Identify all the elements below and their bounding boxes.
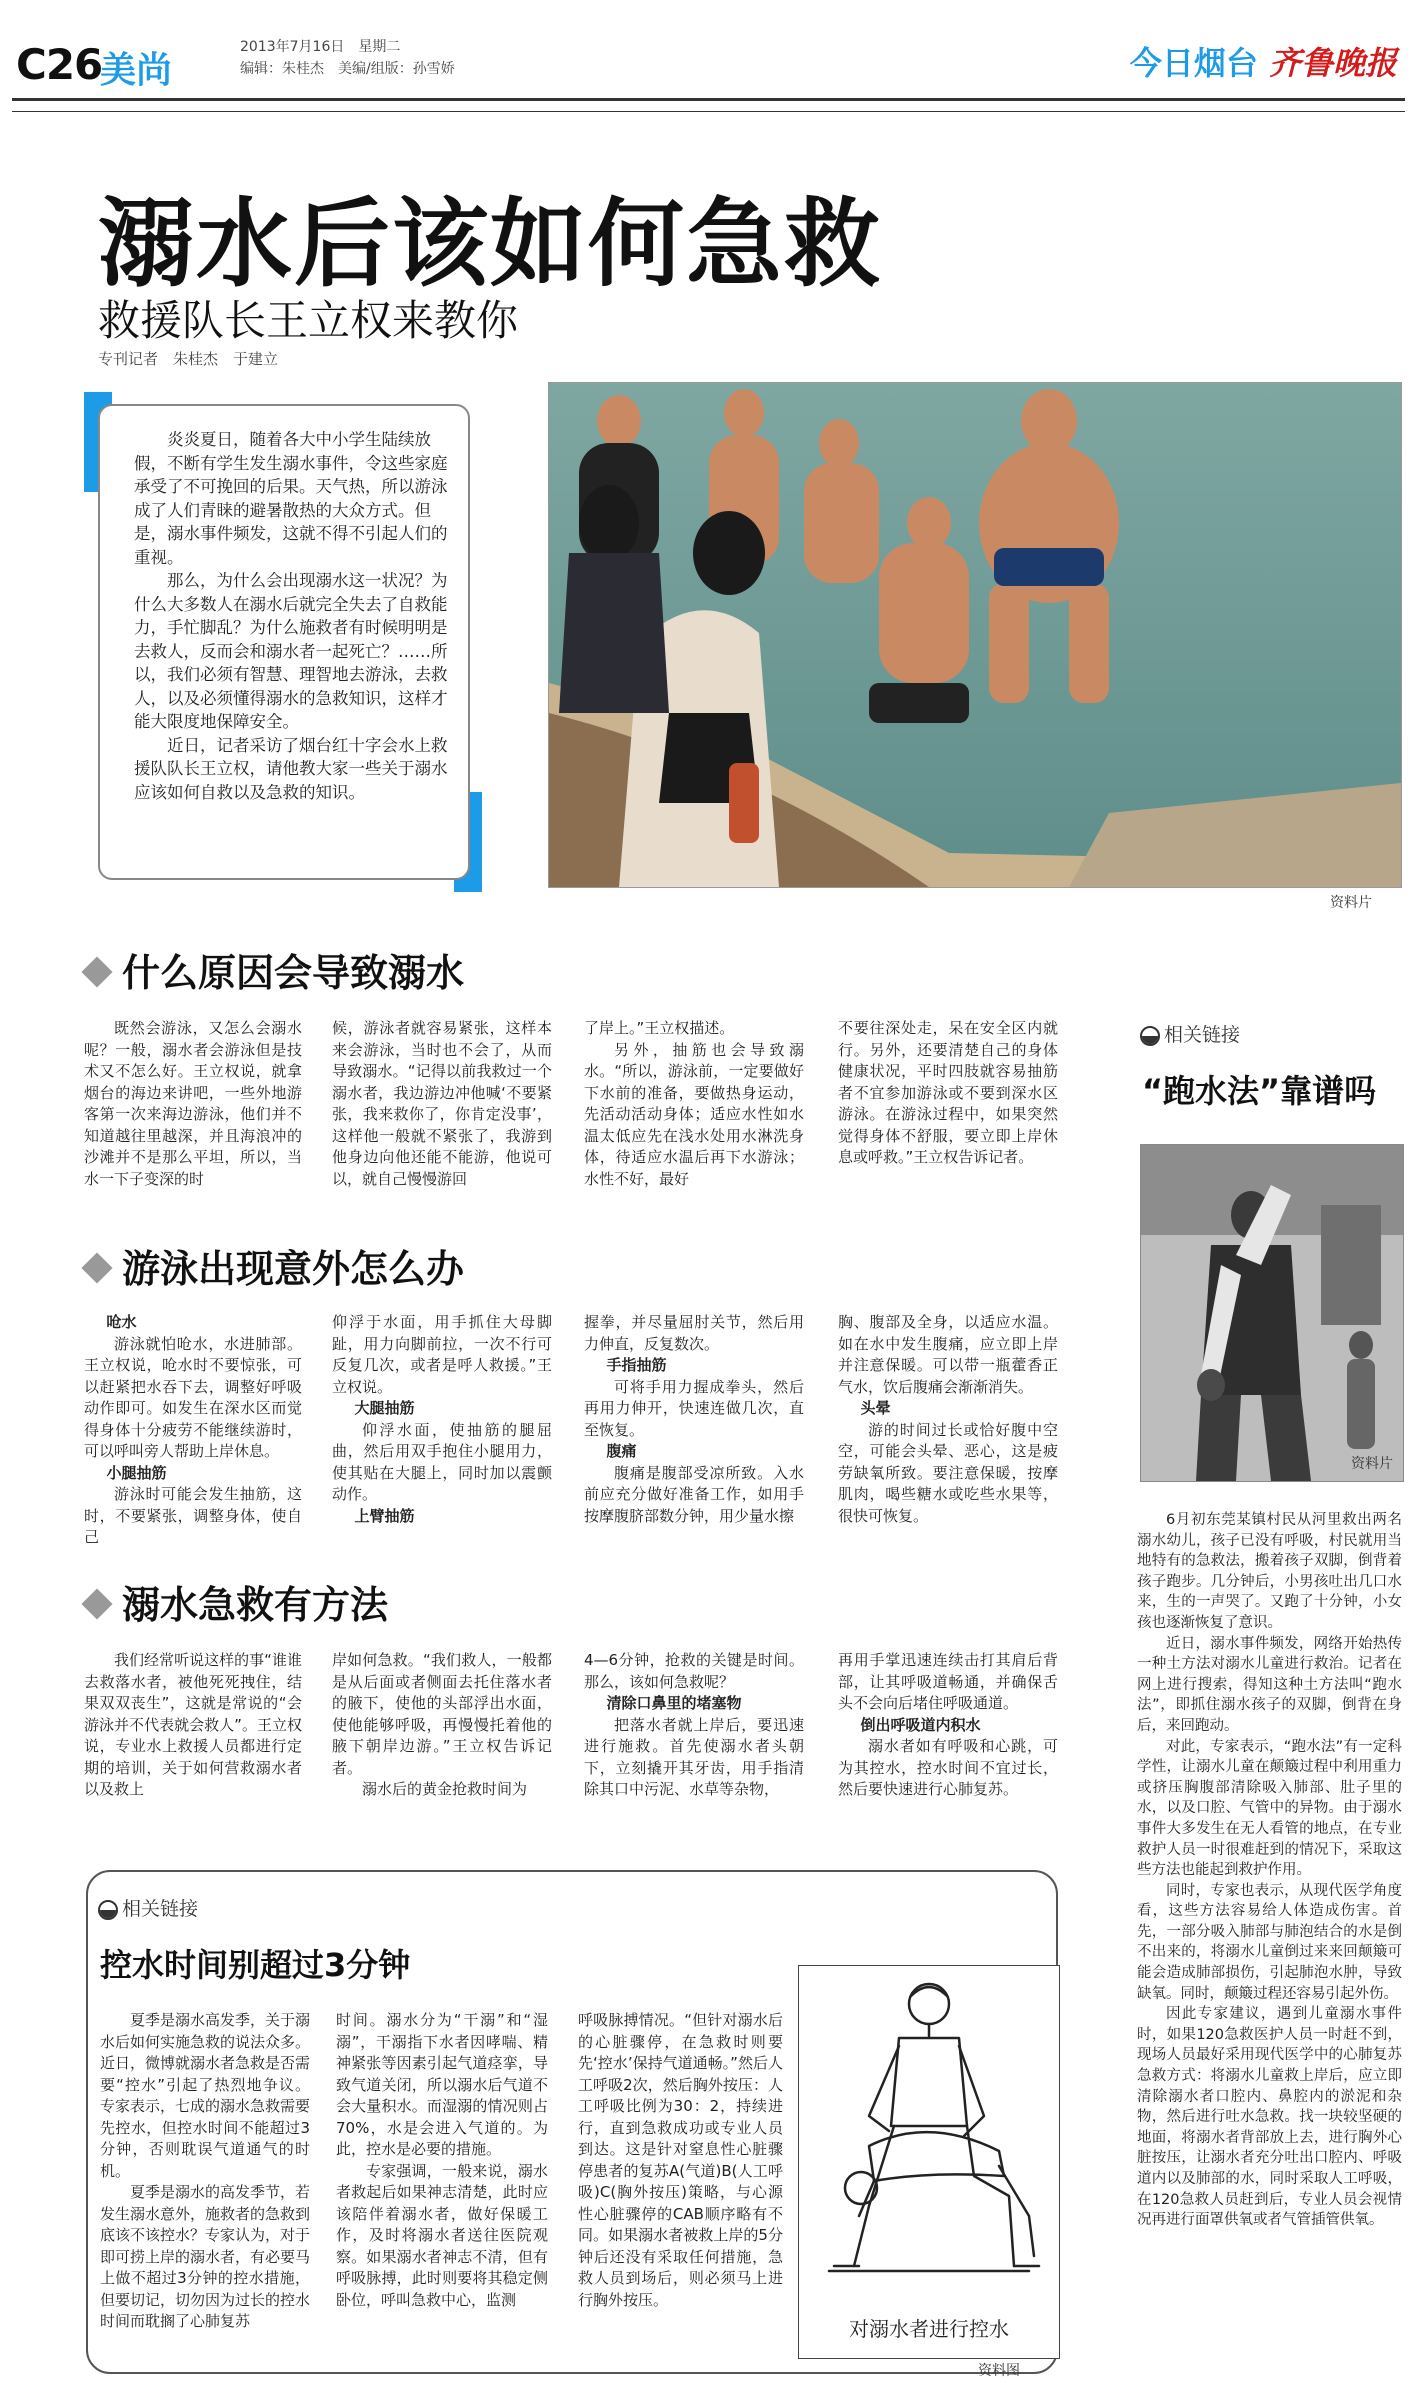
- masthead-logo: 齐鲁晚报: [1268, 44, 1397, 82]
- text-column: [84, 1650, 302, 1801]
- body-paragraph: 把落水者就上岸后，要迅速进行施救。首先使溺水者头朝下，立刻撬开其牙齿，用手指清除其口中污泥、水草等杂物，: [584, 1715, 804, 1798]
- body-paragraph: 对此，专家表示，“跑水法”有一定科学性，让溺水儿童在颠簸过程中利用重力或挤压胸腹部清除吸入肺部、肚子里的水，以及口腔、气管中的异物。由于溺水事件大多发生在无人看管的地点，在专业救护人员一时很难赶到的情况下，采取这些方法也能起到救护作用。: [1137, 1738, 1402, 1879]
- text-column: [84, 1018, 302, 1190]
- related-link-tag: 相关链接: [1140, 1020, 1240, 1047]
- text-column: [584, 1312, 804, 1527]
- sidebar-text: [1137, 1510, 1402, 2231]
- body-paragraph: 游的时间过长或恰好腹中空空，可能会头晕、恶心，这是疲劳缺氧所致。要注意保暖，按摩肌肉，喝些糖水或吃些水果等，很快可恢复。: [838, 1420, 1058, 1525]
- body-paragraph: 仰浮水面，使抽筋的腿屈曲，然后用双手抱住小腿用力，使其贴在大腿上，同时加以震颤动作。: [332, 1420, 552, 1503]
- text-column: [336, 2010, 548, 2311]
- body-paragraph: 呼吸脉搏情况。“但针对溺水后的心脏骤停，在急救时则要先‘控水’保持气道通畅。”然后人工呼吸2次，然后胸外按压：人工呼吸比例为30：2，持续进行，直到急救成功或专业人员到达。这是针对窒息性心脏骤停患者的复苏A(气道)B(人工呼吸)C(胸外按压)策略，与心源性心脏骤停的CAB顺序略有不同。如果溺水者被救上岸的5分钟后还没有采取任何措施，急救人员到场后，则必须马上进行胸外按压。: [578, 2011, 783, 2309]
- section-title: 游泳出现意外怎么办: [122, 1247, 465, 1291]
- body-paragraph: 专家强调，一般来说，溺水者救起后如果神志清楚，此时应该陪伴着溺水者，做好保暖工作，及时将溺水者送往医院观察。如果溺水者神志不清，但有呼吸脉搏，此时则要将其稳定侧卧位，呼叫急救中心，监测: [336, 2161, 548, 2309]
- related-link-tag: 相关链接: [98, 1894, 198, 1921]
- text-column: [838, 1018, 1058, 1169]
- headline: 溺水后该如何急救: [98, 188, 882, 300]
- header-rule: [12, 98, 1405, 112]
- body-paragraph: 仰浮于水面，用手抓住大母脚趾，用力向脚前拉，一次不行可反复几次，或者是呼人救援。”王立权说。: [332, 1313, 552, 1396]
- illustration-caption: 对溺水者进行控水: [849, 2317, 1009, 2341]
- body-paragraph: 不要往深处走，呆在安全区内就行。另外，还要清楚自己的身体健康状况，平时四肢就容易抽筋者不宜参加游泳或不要到深水区游泳。在游泳过程中，如果突然觉得身体不舒服，要立即上岸休息或呼救。”王立权告诉记者。: [838, 1019, 1058, 1166]
- body-paragraph: 腹痛是腹部受凉所致。入水前应充分做好准备工作，如用手按摩腹脐部数分钟，用少量水擦: [584, 1463, 804, 1525]
- body-paragraph: 我们经常听说这样的事“谁谁去救落水者，被他死死拽住，结果双双丧生”，这就是常说的“会游泳并不代表就会救人”。王立权说，专业水上救援人员都进行定期的培训，关于如何营救溺水者以及救上: [84, 1651, 302, 1798]
- body-paragraph: 岸如何急救。“我们救人，一般都是从后面或者侧面去托住落水者的腋下，使他的头部浮出水面，使他能够呼吸，再慢慢托着他的腋下朝岸边游。”王立权告诉记者。: [332, 1651, 552, 1777]
- illustration-credit: 资料图: [978, 2363, 1020, 2379]
- body-paragraph: 游泳时可能会发生抽筋，这时，不要紧张，调整身体，使自己: [84, 1485, 302, 1546]
- text-column: [578, 2010, 783, 2311]
- body-paragraph: 了岸上。”王立权描述。: [584, 1019, 735, 1037]
- body-paragraph: 夏季是溺水高发季，关于溺水后如何实施急救的说法众多。近日，微博就溺水者急救是否需要“控水”引起了热烈地争议。专家表示，七成的溺水急救需要先控水，但控水时间不能超过3分钟，否则耽误气道通气的时机。: [100, 2011, 311, 2180]
- sub-heading: 小腿抽筋: [106, 1463, 167, 1482]
- text-column: [838, 1312, 1058, 1527]
- body-paragraph: 4—6分钟，抢救的关键是时间。那么，该如何急救呢？: [584, 1651, 804, 1691]
- subheadline: 救援队长王立权来教你: [98, 296, 519, 345]
- masthead: [1130, 38, 1397, 84]
- body-paragraph: 因此专家建议，遇到儿童溺水事件时，如果120急救医护人员一时赶不到，现场人员最好采用现代医学中的心肺复苏急救方式：将溺水儿童救上岸后，应立即清除溺水者口腔内、鼻腔内的淤泥和杂物，然后进行吐水急救。找一块较坚硬的地面，将溺水者背部放上去，进行胸外心脏按压，让溺水者充分吐出口腔内、呼吸道内以及肺部的水，同时采取人工呼吸，在120急救人员赶到后，专业人员会视情况再进行面罩供氧或者气管插管供氧。: [1137, 2006, 1402, 2229]
- body-paragraph: 溺水后的黄金抢救时间为: [362, 1780, 528, 1798]
- body-paragraph: 胸、腹部及全身，以适应水温。如在水中发生腹痛，应立即上岸并注意保暖。可以带一瓶藿香正气水，饮后腹痛会渐渐消失。: [838, 1313, 1058, 1396]
- body-paragraph: 候，游泳者就容易紧张，这样本来会游泳，当时也不会了，从而导致溺水。“记得以前我救过一个溺水者，我边游边冲他喊‘不要紧张，我来救你了，你肯定没事’，这样他一般就不紧张了，我游到他身边向他还能不能游，他说可以，就自己慢慢游回: [332, 1019, 552, 1188]
- sub-heading: 手指抽筋: [606, 1356, 667, 1374]
- text-column: [100, 2010, 310, 2333]
- text-column: [584, 1650, 804, 1801]
- body-paragraph: 可将手用力握成拳头，然后再用力伸开，快速连做几次，直至恢复。: [584, 1377, 804, 1439]
- masthead-local: 今日烟台: [1129, 44, 1258, 82]
- intro-paragraph: 那么，为什么会出现溺水这一状况？为什么大多数人在溺水后就完全失去了自救能力，手忙脚乱？为什么施救者有时候明明是去救人，反而会和溺水者一起死亡？……所以，我们必须有智慧、理智地去游泳，去救人，以及必须懂得溺水的急救知识，这样才能大限度地保障安全。: [134, 571, 448, 731]
- sub-heading: 上臂抽筋: [354, 1506, 415, 1525]
- diamond-icon: [81, 1252, 112, 1283]
- sub-heading: 清除口鼻里的堵塞物: [606, 1694, 742, 1712]
- rescue-photo-illustration: [549, 383, 1401, 887]
- body-paragraph: 既然会游泳，又怎么会溺水呢？一般，溺水者会游泳但是技术又不怎么好。王立权说，就拿烟台的海边来讲吧，一些外地游客第一次来海边游泳，他们并不知道越往里越深，并且海浪冲的沙滩并不是那么平坦，所以，当水一下子变深的时: [84, 1019, 302, 1188]
- running-rescue-illustration: [1141, 1145, 1403, 1481]
- photo-credit: 资料片: [1351, 1456, 1393, 1472]
- text-column: [332, 1312, 552, 1527]
- section-name: 美尚: [100, 50, 173, 91]
- section-heading: [86, 1238, 464, 1293]
- body-paragraph: 近日，溺水事件频发，网络开始热传一种土方法对溺水儿童进行救治。记者在网上进行搜索，得知这种土方法叫“跑水法”，即抓住溺水孩子的双脚，倒背在身后，来回跑动。: [1137, 1635, 1402, 1734]
- sidebar-photo: [1140, 1144, 1404, 1482]
- body-paragraph: 握拳，并尽量屈肘关节，然后用力伸直，反复数次。: [584, 1313, 804, 1353]
- intro-frame: [98, 404, 470, 880]
- body-paragraph: 游泳就怕呛水，水进肺部。王立权说，呛水时不要惊张，可以赶紧把水吞下去，调整好呼吸动作即可。如发生在深水区而觉得身体十分疲劳不能继续游时，可以呼叫旁人帮助上岸休息。: [84, 1334, 302, 1460]
- box-title: 控水时间别超过3分钟: [100, 1946, 411, 1984]
- photo-credit: 资料片: [1330, 895, 1372, 911]
- intro-box: [84, 392, 482, 892]
- water-control-illustration: [799, 1966, 1059, 2286]
- body-paragraph: 溺水者如有呼吸和心跳，可为其控水，控水时间不宜过长，然后要快速进行心肺复苏。: [838, 1737, 1058, 1798]
- text-column: [584, 1018, 804, 1190]
- body-paragraph: 6月初东莞某镇村民从河里救出两名溺水幼儿，孩子已没有呼吸，村民就用当地特有的急救法，搬着孩子双脚，倒背着孩子跑步。几分钟后，小男孩吐出几口水来，生的一声哭了。又跑了十分钟，小女孩也逐渐恢复了意识。: [1137, 1512, 1402, 1631]
- editor-credit: 编辑：朱桂杰 美编/组版：孙雪娇: [240, 61, 455, 77]
- sub-heading: 倒出呼吸道内积水: [860, 1715, 981, 1734]
- rescue-photo: [548, 382, 1402, 888]
- diamond-icon: [81, 1588, 112, 1619]
- half-circle-icon: [98, 1900, 118, 1920]
- half-circle-icon: [1140, 1026, 1160, 1046]
- sub-heading: 呛水: [106, 1313, 137, 1331]
- text-column: [84, 1312, 302, 1549]
- sub-heading: 大腿抽筋: [354, 1399, 415, 1417]
- body-paragraph: 时间。溺水分为“干溺”和“湿溺”，干溺指下水者因哮喘、精神紧张等因素引起气道痉挛，导致气道关闭，所以溺水后气道不会大量积水。而湿溺的情况则占70%，水是会进入气道的。为此，控水是必要的措施。: [336, 2011, 548, 2158]
- diamond-icon: [81, 956, 112, 987]
- text-column: [332, 1018, 552, 1190]
- illustration-box: [798, 1965, 1060, 2359]
- sub-heading: 头晕: [860, 1399, 891, 1417]
- intro-paragraph: 炎炎夏日，随着各大中小学生陆续放假，不断有学生发生溺水事件，令这些家庭承受了不可挽回的后果。天气热，所以游泳成了人们青睐的避暑散热的大众方式。但是，溺水事件频发，这就不得不引起人们的重视。: [134, 430, 448, 567]
- sub-heading: 腹痛: [606, 1442, 637, 1460]
- issue-meta: [240, 36, 455, 80]
- text-column: [838, 1650, 1058, 1801]
- byline: 专刊记者 朱桂杰 于建立: [98, 350, 279, 368]
- issue-date: 2013年7月16日 星期二: [240, 39, 401, 55]
- section-title: 溺水急救有方法: [122, 1583, 389, 1627]
- body-paragraph: 同时，专家也表示，从现代医学角度看，这些方法容易给人体造成伤害。首先，一部分吸入肺部与肺泡结合的水是倒不出来的，将溺水儿童倒过来来回颠簸可能会造成肺部损伤，引起肺泡水肿，导致缺氧。同时，颠簸过程还容易引起外伤。: [1137, 1882, 1402, 2002]
- section-heading: [86, 942, 464, 997]
- body-paragraph: 另外，抽筋也会导致溺水。“所以，游泳前，一定要做好下水前的准备，要做热身运动，先活动活动身体；适应水性如水温太低应先在浅水处用水淋洗身体，待适应水温后再下水游泳；水性不好，最好: [584, 1040, 804, 1188]
- intro-paragraph: 近日，记者采访了烟台红十字会水上救援队队长王立权，请他教大家一些关于溺水应该如何自救以及急救的知识。: [134, 735, 448, 802]
- section-title: 什么原因会导致溺水: [122, 951, 465, 995]
- body-paragraph: 夏季是溺水的高发季节，若发生溺水意外，施救者的急救到底该不该控水？专家认为，对于即可捞上岸的溺水者，有必要马上做不超过3分钟的控水措施，但要切记，切勿因为过长的控水时间而耽搁了心肺复苏: [100, 2183, 311, 2330]
- sidebar-title: “跑水法”靠谱吗: [1142, 1072, 1377, 1110]
- section-heading: [86, 1574, 388, 1629]
- body-paragraph: 再用手掌迅速连续击打其肩后背部，让其呼吸道畅通，并确保舌头不会向后堵住呼吸通道。: [838, 1651, 1058, 1712]
- page-number: C26: [16, 40, 103, 89]
- text-column: [332, 1650, 552, 1801]
